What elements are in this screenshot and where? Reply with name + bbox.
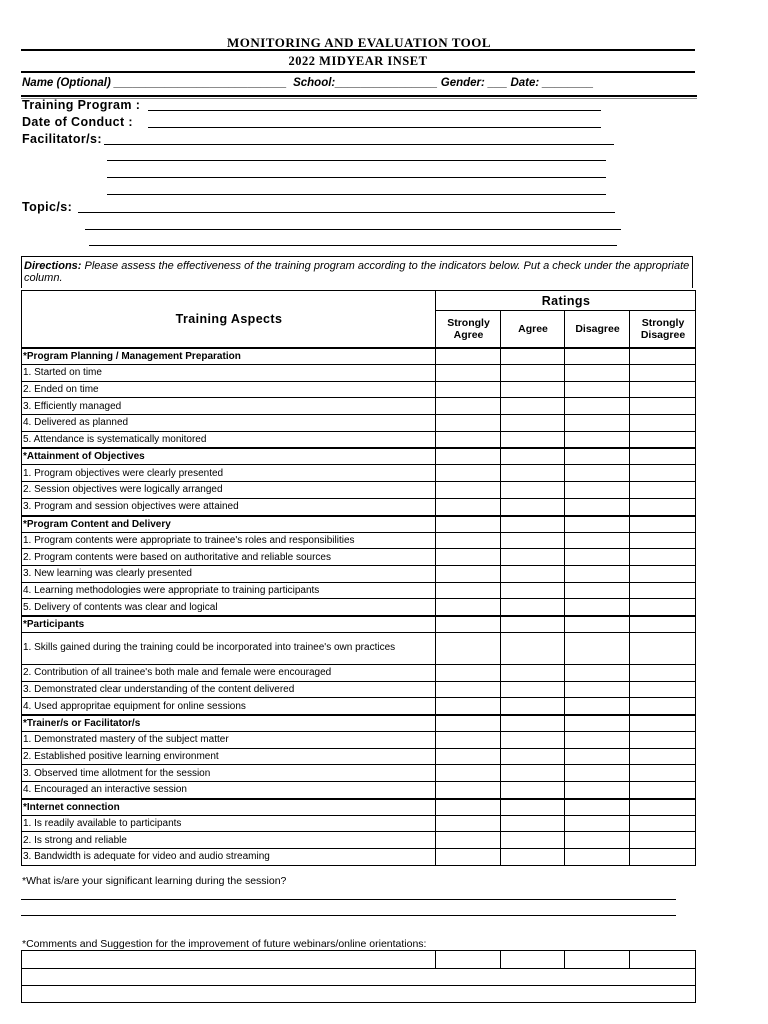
directions-lead: Directions: xyxy=(24,260,82,272)
agree-cell[interactable] xyxy=(501,748,565,765)
agree-cell[interactable] xyxy=(501,482,565,499)
ratings-header: Ratings xyxy=(436,291,696,311)
training-program-field[interactable] xyxy=(148,110,601,111)
indicator-label: 3. Bandwidth is adequate for video and audio streaming xyxy=(22,849,436,866)
category-row xyxy=(22,348,696,365)
strongly-disagree-cell[interactable] xyxy=(630,732,696,749)
col-strongly-disagree: Strongly Disagree xyxy=(630,311,696,349)
topics-field[interactable] xyxy=(85,229,621,230)
col-strongly-agree: Strongly Agree xyxy=(436,311,501,349)
agree-cell[interactable] xyxy=(501,582,565,599)
strongly-agree-cell[interactable] xyxy=(436,632,501,664)
category-rating-cell xyxy=(436,616,501,633)
agree-cell[interactable] xyxy=(501,532,565,549)
agree-cell[interactable] xyxy=(501,732,565,749)
agree-cell[interactable] xyxy=(501,465,565,482)
col-disagree: Disagree xyxy=(565,311,630,349)
category-rating-cell xyxy=(565,348,630,365)
disagree-cell[interactable] xyxy=(565,599,630,616)
agree-cell[interactable] xyxy=(501,832,565,849)
strongly-agree-cell[interactable] xyxy=(436,681,501,698)
indicator-label: 3. Demonstrated clear understanding of the content delivered xyxy=(22,681,436,698)
strongly-disagree-cell[interactable] xyxy=(630,698,696,715)
indicator-row xyxy=(22,415,696,432)
disagree-cell[interactable] xyxy=(565,431,630,448)
disagree-cell[interactable] xyxy=(565,565,630,582)
agree-cell[interactable] xyxy=(501,549,565,566)
facilitators-field[interactable] xyxy=(107,194,606,195)
indicator-row xyxy=(22,582,696,599)
strongly-disagree-cell[interactable] xyxy=(630,465,696,482)
comments-cell[interactable] xyxy=(436,951,501,969)
category-row xyxy=(22,799,696,816)
strongly-agree-cell[interactable] xyxy=(436,815,501,832)
facilitators-field[interactable] xyxy=(104,144,614,145)
agree-cell[interactable] xyxy=(501,681,565,698)
strongly-disagree-cell[interactable] xyxy=(630,765,696,782)
strongly-disagree-cell[interactable] xyxy=(630,582,696,599)
topics-field[interactable] xyxy=(78,212,615,213)
topics-field[interactable] xyxy=(89,245,617,246)
category-rating-cell xyxy=(565,715,630,732)
agree-cell[interactable] xyxy=(501,599,565,616)
strongly-agree-cell[interactable] xyxy=(436,431,501,448)
indicator-label: 2. Ended on time xyxy=(22,381,436,398)
disagree-cell[interactable] xyxy=(565,465,630,482)
disagree-cell[interactable] xyxy=(565,849,630,866)
strongly-agree-cell[interactable] xyxy=(436,582,501,599)
strongly-agree-cell[interactable] xyxy=(436,398,501,415)
indicator-row xyxy=(22,381,696,398)
strongly-agree-cell[interactable] xyxy=(436,782,501,799)
disagree-cell[interactable] xyxy=(565,748,630,765)
strongly-agree-cell[interactable] xyxy=(436,381,501,398)
indicator-label: 2. Contribution of all trainee's both male and female were encouraged xyxy=(22,664,436,681)
indicator-row xyxy=(22,664,696,681)
category-rating-cell xyxy=(436,715,501,732)
strongly-agree-cell[interactable] xyxy=(436,698,501,715)
indicator-label: 2. Is strong and reliable xyxy=(22,832,436,849)
category-title: *Program Content and Delivery xyxy=(22,516,436,533)
indicator-label: 3. Program and session objectives were attained xyxy=(22,498,436,515)
agree-cell[interactable] xyxy=(501,849,565,866)
disagree-cell[interactable] xyxy=(565,664,630,681)
indicator-row xyxy=(22,782,696,799)
comments-table xyxy=(21,950,696,1003)
topics-label: Topic/s: xyxy=(22,200,73,214)
divider xyxy=(21,95,697,97)
disagree-cell[interactable] xyxy=(565,782,630,799)
category-rating-cell xyxy=(501,448,565,465)
category-title: *Attainment of Objectives xyxy=(22,448,436,465)
strongly-disagree-cell[interactable] xyxy=(630,748,696,765)
agree-cell[interactable] xyxy=(501,415,565,432)
category-rating-cell xyxy=(630,715,696,732)
category-title: *Internet connection xyxy=(22,799,436,816)
category-rating-cell xyxy=(565,616,630,633)
indicator-label: 3. Observed time allotment for the session xyxy=(22,765,436,782)
disagree-cell[interactable] xyxy=(565,398,630,415)
indicator-label: 2. Program contents were based on authoritative and reliable sources xyxy=(22,549,436,566)
indicator-row xyxy=(22,532,696,549)
evaluation-table xyxy=(21,290,696,866)
agree-cell[interactable] xyxy=(501,398,565,415)
disagree-cell[interactable] xyxy=(565,681,630,698)
agree-cell[interactable] xyxy=(501,498,565,515)
learning-answer-line[interactable] xyxy=(21,899,676,900)
directions-box xyxy=(21,256,693,288)
indicator-label: 3. New learning was clearly presented xyxy=(22,565,436,582)
indicator-label: 3. Efficiently managed xyxy=(22,398,436,415)
disagree-cell[interactable] xyxy=(565,498,630,515)
indicator-label: 1. Skills gained during the training could be incorporated into trainee's own practices xyxy=(22,632,436,664)
strongly-disagree-cell[interactable] xyxy=(630,498,696,515)
strongly-disagree-cell[interactable] xyxy=(630,549,696,566)
agree-cell[interactable] xyxy=(501,565,565,582)
indicator-row xyxy=(22,465,696,482)
strongly-disagree-cell[interactable] xyxy=(630,398,696,415)
category-rating-cell xyxy=(501,715,565,732)
indicator-row xyxy=(22,765,696,782)
category-rating-cell xyxy=(501,616,565,633)
strongly-disagree-cell[interactable] xyxy=(630,681,696,698)
indicator-label: 5. Attendance is systematically monitored xyxy=(22,431,436,448)
form-subtitle: 2022 MIDYEAR INSET xyxy=(288,54,428,68)
strongly-disagree-cell[interactable] xyxy=(630,849,696,866)
strongly-agree-cell[interactable] xyxy=(436,465,501,482)
agree-cell[interactable] xyxy=(501,381,565,398)
facilitators-field[interactable] xyxy=(107,160,606,161)
indicator-row xyxy=(22,365,696,382)
category-rating-cell xyxy=(565,516,630,533)
disagree-cell[interactable] xyxy=(565,381,630,398)
agree-cell[interactable] xyxy=(501,782,565,799)
comments-cell[interactable] xyxy=(630,951,696,969)
indicator-label: 1. Started on time xyxy=(22,365,436,382)
indicator-row xyxy=(22,482,696,499)
subtitle-bar xyxy=(21,49,695,73)
comments-row[interactable] xyxy=(22,969,696,986)
agree-cell[interactable] xyxy=(501,664,565,681)
form-title: MONITORING AND EVALUATION TOOL xyxy=(226,35,492,50)
strongly-disagree-cell[interactable] xyxy=(630,431,696,448)
disagree-cell[interactable] xyxy=(565,698,630,715)
category-rating-cell xyxy=(436,516,501,533)
indicator-row xyxy=(22,815,696,832)
category-rating-cell xyxy=(565,448,630,465)
strongly-agree-cell[interactable] xyxy=(436,765,501,782)
indicator-row xyxy=(22,565,696,582)
strongly-agree-cell[interactable] xyxy=(436,832,501,849)
indicator-label: 1. Program contents were appropriate to trainee's roles and responsibilities xyxy=(22,532,436,549)
indicator-row xyxy=(22,398,696,415)
disagree-cell[interactable] xyxy=(565,732,630,749)
agree-cell[interactable] xyxy=(501,765,565,782)
indicator-label: 1. Demonstrated mastery of the subject matter xyxy=(22,732,436,749)
strongly-disagree-cell[interactable] xyxy=(630,815,696,832)
indicator-label: 1. Program objectives were clearly presented xyxy=(22,465,436,482)
comments-question: *Comments and Suggestion for the improvement of future webinars/online orientations: xyxy=(22,938,427,950)
category-rating-cell xyxy=(501,516,565,533)
category-title: *Program Planning / Management Preparation xyxy=(22,348,436,365)
strongly-disagree-cell[interactable] xyxy=(630,832,696,849)
category-rating-cell xyxy=(630,516,696,533)
indicator-row xyxy=(22,498,696,515)
learning-question: *What is/are your significant learning during the session? xyxy=(22,875,287,887)
category-rating-cell xyxy=(501,348,565,365)
strongly-disagree-cell[interactable] xyxy=(630,415,696,432)
strongly-agree-cell[interactable] xyxy=(436,365,501,382)
indicator-label: 2. Established positive learning environment xyxy=(22,748,436,765)
strongly-agree-cell[interactable] xyxy=(436,664,501,681)
strongly-agree-cell[interactable] xyxy=(436,849,501,866)
indicator-row xyxy=(22,632,696,664)
agree-cell[interactable] xyxy=(501,698,565,715)
agree-cell[interactable] xyxy=(501,632,565,664)
indicator-label: 1. Is readily available to participants xyxy=(22,815,436,832)
evaluation-table-body xyxy=(22,291,696,866)
agree-cell[interactable] xyxy=(501,431,565,448)
indicator-label: 4. Delivered as planned xyxy=(22,415,436,432)
strongly-agree-cell[interactable] xyxy=(436,482,501,499)
category-rating-cell xyxy=(565,799,630,816)
strongly-disagree-cell[interactable] xyxy=(630,381,696,398)
category-rating-cell xyxy=(630,448,696,465)
disagree-cell[interactable] xyxy=(565,832,630,849)
strongly-disagree-cell[interactable] xyxy=(630,532,696,549)
strongly-disagree-cell[interactable] xyxy=(630,632,696,664)
indicator-row xyxy=(22,849,696,866)
category-rating-cell xyxy=(630,799,696,816)
strongly-disagree-cell[interactable] xyxy=(630,664,696,681)
indicator-row xyxy=(22,748,696,765)
col-agree: Agree xyxy=(501,311,565,349)
category-rating-cell xyxy=(436,348,501,365)
strongly-agree-cell[interactable] xyxy=(436,549,501,566)
strongly-agree-cell[interactable] xyxy=(436,415,501,432)
category-rating-cell xyxy=(436,799,501,816)
facilitators-field[interactable] xyxy=(107,177,606,178)
category-row xyxy=(22,715,696,732)
strongly-disagree-cell[interactable] xyxy=(630,599,696,616)
strongly-disagree-cell[interactable] xyxy=(630,565,696,582)
category-row xyxy=(22,516,696,533)
disagree-cell[interactable] xyxy=(565,632,630,664)
comments-cell[interactable] xyxy=(501,951,565,969)
disagree-cell[interactable] xyxy=(565,415,630,432)
directions-text: Please assess the effectiveness of the training program according to the indicators below. Put a check under the appropriate column. xyxy=(24,260,690,284)
agree-cell[interactable] xyxy=(501,815,565,832)
strongly-agree-cell[interactable] xyxy=(436,498,501,515)
indicator-row xyxy=(22,599,696,616)
strongly-disagree-cell[interactable] xyxy=(630,782,696,799)
category-row xyxy=(22,616,696,633)
indicator-label: 4. Encouraged an interactive session xyxy=(22,782,436,799)
comments-row[interactable] xyxy=(22,986,696,1003)
indicator-row xyxy=(22,732,696,749)
indicator-label: 5. Delivery of contents was clear and logical xyxy=(22,599,436,616)
category-rating-cell xyxy=(630,348,696,365)
disagree-cell[interactable] xyxy=(565,765,630,782)
indicator-label: 2. Session objectives were logically arranged xyxy=(22,482,436,499)
strongly-disagree-cell[interactable] xyxy=(630,365,696,382)
learning-answer-line[interactable] xyxy=(21,915,676,916)
disagree-cell[interactable] xyxy=(565,365,630,382)
category-rating-cell xyxy=(501,799,565,816)
comments-cell[interactable] xyxy=(22,951,436,969)
strongly-agree-cell[interactable] xyxy=(436,565,501,582)
disagree-cell[interactable] xyxy=(565,582,630,599)
category-row xyxy=(22,448,696,465)
facilitators-label: Facilitator/s: xyxy=(22,132,102,146)
indicator-row xyxy=(22,431,696,448)
date-of-conduct-field[interactable] xyxy=(148,127,601,128)
indicator-row xyxy=(22,698,696,715)
strongly-agree-cell[interactable] xyxy=(436,599,501,616)
disagree-cell[interactable] xyxy=(565,532,630,549)
training-program-label: Training Program : xyxy=(22,98,141,112)
disagree-cell[interactable] xyxy=(565,815,630,832)
category-rating-cell xyxy=(436,448,501,465)
comments-cell[interactable] xyxy=(565,951,630,969)
agree-cell[interactable] xyxy=(501,365,565,382)
indicator-row xyxy=(22,549,696,566)
category-rating-cell xyxy=(630,616,696,633)
strongly-agree-cell[interactable] xyxy=(436,748,501,765)
date-of-conduct-label: Date of Conduct : xyxy=(22,115,133,129)
training-aspects-header: Training Aspects xyxy=(22,291,436,349)
respondent-info-line[interactable]: Name (Optional) ___________________________ School:________________ Gender: ___ Date: ________ xyxy=(22,77,594,89)
category-title: *Trainer/s or Facilitator/s xyxy=(22,715,436,732)
strongly-agree-cell[interactable] xyxy=(436,532,501,549)
strongly-disagree-cell[interactable] xyxy=(630,482,696,499)
disagree-cell[interactable] xyxy=(565,549,630,566)
indicator-row xyxy=(22,681,696,698)
indicator-row xyxy=(22,832,696,849)
indicator-label: 4. Used appropritae equipment for online sessions xyxy=(22,698,436,715)
indicator-label: 4. Learning methodologies were appropriate to training participants xyxy=(22,582,436,599)
strongly-agree-cell[interactable] xyxy=(436,732,501,749)
disagree-cell[interactable] xyxy=(565,482,630,499)
category-title: *Participants xyxy=(22,616,436,633)
